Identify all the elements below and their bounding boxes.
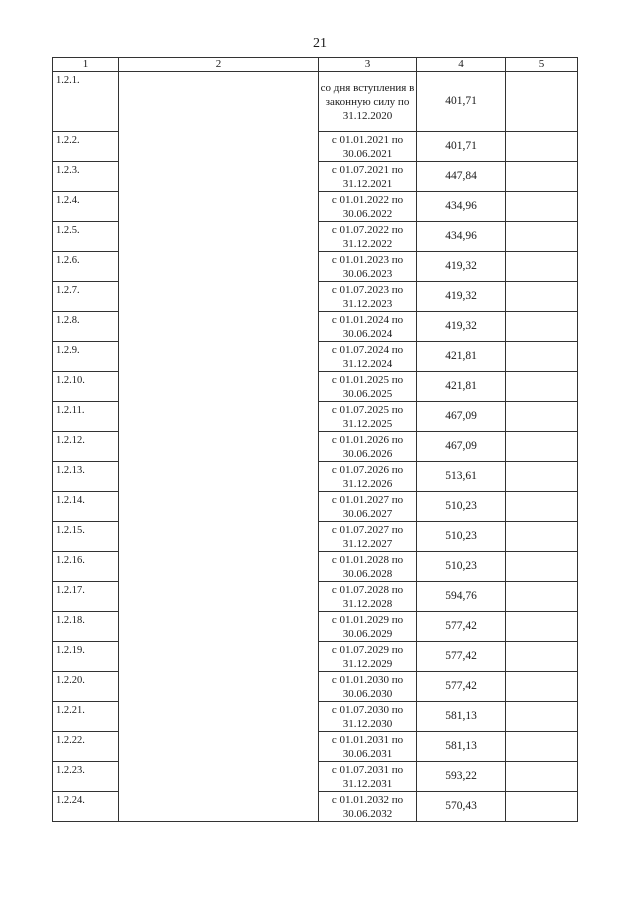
notes-cell <box>506 342 578 372</box>
tariff-value-cell: 467,09 <box>417 432 506 462</box>
row-number-cell: 1.2.3. <box>53 162 119 192</box>
period-cell: с 01.01.2032 по 30.06.2032 <box>319 792 417 822</box>
table-body <box>53 72 578 822</box>
table-row <box>53 792 578 822</box>
table-row <box>53 732 578 762</box>
period-cell: со дня вступления в законную силу по 31.12.2020 <box>319 72 417 132</box>
tariff-value-cell: 419,32 <box>417 312 506 342</box>
notes-cell <box>506 672 578 702</box>
period-cell: с 01.07.2026 по 31.12.2026 <box>319 462 417 492</box>
description-cell <box>119 582 319 612</box>
row-number-cell: 1.2.1. <box>53 72 119 132</box>
description-cell <box>119 612 319 642</box>
description-cell <box>119 72 319 132</box>
notes-cell <box>506 282 578 312</box>
table-row <box>53 342 578 372</box>
tariff-value-cell: 421,81 <box>417 372 506 402</box>
row-number-cell: 1.2.23. <box>53 762 119 792</box>
period-cell: с 01.07.2030 по 31.12.2030 <box>319 702 417 732</box>
tariff-table-container <box>52 57 578 822</box>
table-row <box>53 402 578 432</box>
tariff-value-cell: 434,96 <box>417 222 506 252</box>
row-number-cell: 1.2.16. <box>53 552 119 582</box>
table-row <box>53 372 578 402</box>
notes-cell <box>506 732 578 762</box>
notes-cell <box>506 552 578 582</box>
row-number-cell: 1.2.9. <box>53 342 119 372</box>
tariff-value-cell: 419,32 <box>417 282 506 312</box>
row-number-cell: 1.2.19. <box>53 642 119 672</box>
tariff-value-cell: 510,23 <box>417 522 506 552</box>
column-header-3: 3 <box>319 58 417 72</box>
table-row <box>53 612 578 642</box>
table-row <box>53 552 578 582</box>
period-cell: с 01.07.2023 по 31.12.2023 <box>319 282 417 312</box>
table-row <box>53 72 578 132</box>
notes-cell <box>506 582 578 612</box>
period-cell: с 01.01.2029 по 30.06.2029 <box>319 612 417 642</box>
page-number: 21 <box>313 36 327 51</box>
notes-cell <box>506 642 578 672</box>
notes-cell <box>506 792 578 822</box>
tariff-value-cell: 510,23 <box>417 552 506 582</box>
tariff-table <box>52 57 578 822</box>
row-number-cell: 1.2.18. <box>53 612 119 642</box>
description-cell <box>119 192 319 222</box>
description-cell <box>119 792 319 822</box>
notes-cell <box>506 432 578 462</box>
period-cell: с 01.07.2029 по 31.12.2029 <box>319 642 417 672</box>
row-number-cell: 1.2.7. <box>53 282 119 312</box>
row-number-cell: 1.2.10. <box>53 372 119 402</box>
notes-cell <box>506 702 578 732</box>
period-cell: с 01.01.2021 по 30.06.2021 <box>319 132 417 162</box>
table-row <box>53 762 578 792</box>
period-cell: с 01.07.2025 по 31.12.2025 <box>319 402 417 432</box>
description-cell <box>119 132 319 162</box>
notes-cell <box>506 192 578 222</box>
table-row <box>53 282 578 312</box>
table-row <box>53 192 578 222</box>
row-number-cell: 1.2.24. <box>53 792 119 822</box>
row-number-cell: 1.2.4. <box>53 192 119 222</box>
period-cell: с 01.01.2027 по 30.06.2027 <box>319 492 417 522</box>
column-header-2: 2 <box>119 58 319 72</box>
tariff-value-cell: 467,09 <box>417 402 506 432</box>
tariff-value-cell: 594,76 <box>417 582 506 612</box>
description-cell <box>119 552 319 582</box>
description-cell <box>119 432 319 462</box>
description-cell <box>119 222 319 252</box>
notes-cell <box>506 462 578 492</box>
description-cell <box>119 252 319 282</box>
description-cell <box>119 642 319 672</box>
notes-cell <box>506 402 578 432</box>
period-cell: с 01.07.2021 по 31.12.2021 <box>319 162 417 192</box>
description-cell <box>119 342 319 372</box>
column-header-4: 4 <box>417 58 506 72</box>
tariff-value-cell: 577,42 <box>417 612 506 642</box>
tariff-value-cell: 447,84 <box>417 162 506 192</box>
column-header-5: 5 <box>506 58 578 72</box>
period-cell: с 01.07.2031 по 31.12.2031 <box>319 762 417 792</box>
table-row <box>53 522 578 552</box>
tariff-value-cell: 513,61 <box>417 462 506 492</box>
row-number-cell: 1.2.21. <box>53 702 119 732</box>
row-number-cell: 1.2.6. <box>53 252 119 282</box>
table-row <box>53 312 578 342</box>
notes-cell <box>506 492 578 522</box>
table-row <box>53 432 578 462</box>
notes-cell <box>506 612 578 642</box>
description-cell <box>119 372 319 402</box>
notes-cell <box>506 72 578 132</box>
period-cell: с 01.07.2028 по 31.12.2028 <box>319 582 417 612</box>
description-cell <box>119 402 319 432</box>
period-cell: с 01.01.2031 по 30.06.2031 <box>319 732 417 762</box>
table-row <box>53 492 578 522</box>
period-cell: с 01.01.2028 по 30.06.2028 <box>319 552 417 582</box>
column-header-1: 1 <box>53 58 119 72</box>
notes-cell <box>506 222 578 252</box>
description-cell <box>119 522 319 552</box>
notes-cell <box>506 162 578 192</box>
row-number-cell: 1.2.5. <box>53 222 119 252</box>
description-cell <box>119 312 319 342</box>
tariff-value-cell: 581,13 <box>417 732 506 762</box>
row-number-cell: 1.2.20. <box>53 672 119 702</box>
description-cell <box>119 672 319 702</box>
period-cell: с 01.07.2022 по 31.12.2022 <box>319 222 417 252</box>
tariff-value-cell: 510,23 <box>417 492 506 522</box>
description-cell <box>119 462 319 492</box>
tariff-value-cell: 577,42 <box>417 672 506 702</box>
header-row <box>53 58 578 72</box>
notes-cell <box>506 252 578 282</box>
notes-cell <box>506 762 578 792</box>
table-row <box>53 672 578 702</box>
row-number-cell: 1.2.13. <box>53 462 119 492</box>
notes-cell <box>506 372 578 402</box>
row-number-cell: 1.2.15. <box>53 522 119 552</box>
tariff-value-cell: 581,13 <box>417 702 506 732</box>
table-row <box>53 462 578 492</box>
table-row <box>53 702 578 732</box>
tariff-value-cell: 434,96 <box>417 192 506 222</box>
period-cell: с 01.01.2025 по 30.06.2025 <box>319 372 417 402</box>
table-row <box>53 642 578 672</box>
tariff-value-cell: 577,42 <box>417 642 506 672</box>
notes-cell <box>506 312 578 342</box>
description-cell <box>119 282 319 312</box>
row-number-cell: 1.2.22. <box>53 732 119 762</box>
tariff-value-cell: 570,43 <box>417 792 506 822</box>
table-row <box>53 252 578 282</box>
tariff-value-cell: 593,22 <box>417 762 506 792</box>
notes-cell <box>506 132 578 162</box>
table-row <box>53 222 578 252</box>
row-number-cell: 1.2.2. <box>53 132 119 162</box>
description-cell <box>119 492 319 522</box>
description-cell <box>119 732 319 762</box>
tariff-value-cell: 419,32 <box>417 252 506 282</box>
period-cell: с 01.07.2027 по 31.12.2027 <box>319 522 417 552</box>
tariff-value-cell: 401,71 <box>417 132 506 162</box>
row-number-cell: 1.2.8. <box>53 312 119 342</box>
period-cell: с 01.01.2030 по 30.06.2030 <box>319 672 417 702</box>
period-cell: с 01.01.2023 по 30.06.2023 <box>319 252 417 282</box>
table-row <box>53 582 578 612</box>
tariff-value-cell: 401,71 <box>417 72 506 132</box>
tariff-value-cell: 421,81 <box>417 342 506 372</box>
period-cell: с 01.07.2024 по 31.12.2024 <box>319 342 417 372</box>
row-number-cell: 1.2.17. <box>53 582 119 612</box>
row-number-cell: 1.2.12. <box>53 432 119 462</box>
table-row <box>53 132 578 162</box>
table-row <box>53 162 578 192</box>
row-number-cell: 1.2.11. <box>53 402 119 432</box>
description-cell <box>119 762 319 792</box>
description-cell <box>119 702 319 732</box>
period-cell: с 01.01.2022 по 30.06.2022 <box>319 192 417 222</box>
notes-cell <box>506 522 578 552</box>
row-number-cell: 1.2.14. <box>53 492 119 522</box>
description-cell <box>119 162 319 192</box>
period-cell: с 01.01.2024 по 30.06.2024 <box>319 312 417 342</box>
period-cell: с 01.01.2026 по 30.06.2026 <box>319 432 417 462</box>
